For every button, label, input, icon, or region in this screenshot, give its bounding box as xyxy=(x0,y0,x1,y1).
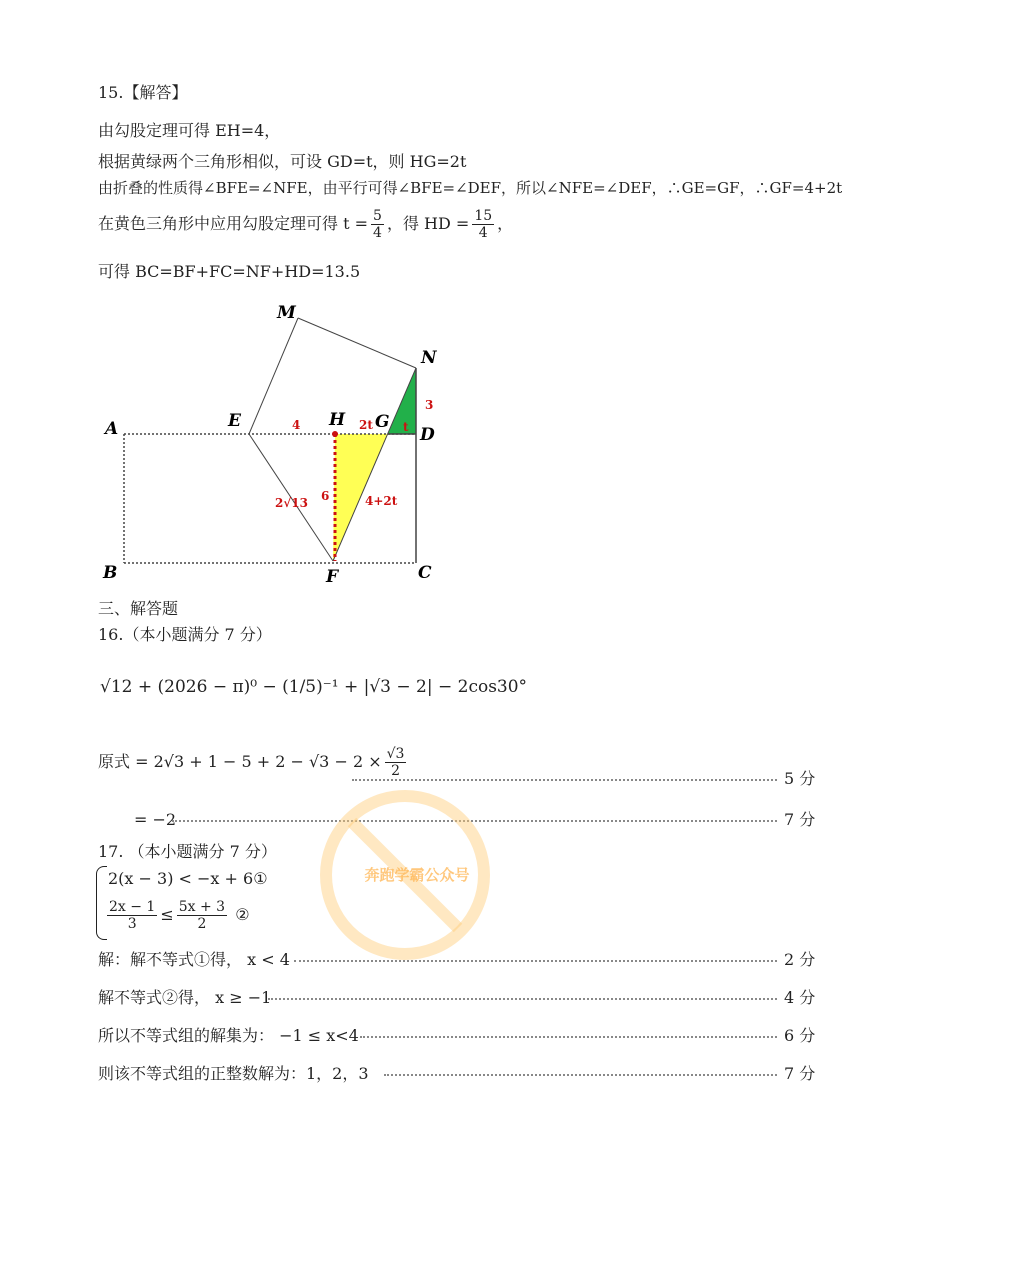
label-g: G xyxy=(375,412,390,432)
q17-sol4: 则该不等式组的正整数解为：1，2，3 xyxy=(98,1064,369,1083)
measure-gf: 4+2t xyxy=(365,494,398,508)
geometry-figure xyxy=(95,295,455,595)
q17-sol1-score: 2 分 xyxy=(784,950,816,969)
q17-sol2-score: 4 分 xyxy=(784,988,816,1007)
q16-step1-pre: 原式 = 2√3 + 1 − 5 + 2 − √3 − 2 × xyxy=(98,752,382,771)
ineq2-op: ≤ xyxy=(160,905,174,924)
q16-step2-leader xyxy=(172,820,777,822)
q15-line4-pre: 在黄色三角形中应用勾股定理可得 t = xyxy=(98,214,369,233)
ineq2-left-fraction xyxy=(107,899,157,932)
sqrt3-num: √3 xyxy=(386,746,405,762)
label-a: A xyxy=(105,419,119,439)
label-f: F xyxy=(326,567,339,587)
q15-heading: 15.【解答】 xyxy=(98,83,188,102)
q16-step2-score: 7 分 xyxy=(784,810,816,829)
label-b: B xyxy=(103,563,118,583)
hd-num: 15 xyxy=(474,208,493,224)
q16-expression: √12 + (2026 − π)⁰ − (1/5)⁻¹ + |√3 − 2| − 2cos30° xyxy=(100,677,528,697)
q17-sol2: 解不等式②得， x ≥ −1 xyxy=(98,988,272,1007)
measure-nd: 3 xyxy=(425,398,434,412)
q16-step1-leader xyxy=(352,779,777,781)
label-n: N xyxy=(421,348,437,368)
ineq2-left-den: 3 xyxy=(127,916,137,932)
measure-ef: 2√13 xyxy=(275,496,308,510)
q17-sol3: 所以不等式组的解集为： −1 ≤ x<4 xyxy=(98,1026,359,1045)
q16-step2: = −2 xyxy=(134,810,177,829)
hd-fraction xyxy=(472,208,494,241)
q15-line4-mid: ，得 HD = xyxy=(386,214,470,233)
q17-sol3-score: 6 分 xyxy=(784,1026,816,1045)
q15-line1: 由勾股定理可得 EH=4， xyxy=(98,121,281,140)
ineq2-right-num: 5x + 3 xyxy=(178,899,226,915)
sqrt3-den: 2 xyxy=(391,763,400,779)
q16-step1-score: 5 分 xyxy=(784,769,816,788)
q15-line4-post: ， xyxy=(497,214,514,233)
label-c: C xyxy=(418,563,432,583)
q17-inequality1: 2(x − 3) < −x + 6① xyxy=(108,869,268,888)
q17-sol1: 解：解不等式①得， x < 4 xyxy=(98,950,290,969)
q17-sol4-leader xyxy=(384,1074,777,1076)
q17-sol1-leader xyxy=(294,960,777,962)
q16-heading: 16.（本小题满分 7 分） xyxy=(98,625,272,644)
label-d: D xyxy=(420,425,435,445)
q16-step1 xyxy=(98,740,409,784)
q17-sol4-score: 7 分 xyxy=(784,1064,816,1083)
line-mn xyxy=(298,318,416,368)
ineq2-right-den: 2 xyxy=(197,916,207,932)
label-e: E xyxy=(228,411,241,431)
measure-hg: 2t xyxy=(359,418,373,432)
q17-sol2-leader xyxy=(268,998,777,1000)
watermark-text: 奔跑学霸公众号 xyxy=(364,866,470,884)
sqrt3-over-2-fraction xyxy=(385,746,407,779)
t-den: 4 xyxy=(373,225,382,241)
q15-line2: 根据黄绿两个三角形相似，可设 GD=t，则 HG=2t xyxy=(98,152,467,171)
measure-hf: 6 xyxy=(321,489,330,503)
q17-heading: 17. （本小题满分 7 分） xyxy=(98,842,277,861)
point-h-dot xyxy=(332,431,338,437)
hd-den: 4 xyxy=(478,225,488,241)
section3-title: 三、解答题 xyxy=(98,599,179,618)
q17-sol3-leader xyxy=(360,1036,777,1038)
ineq2-right-fraction xyxy=(177,899,227,932)
ineq2-left-num: 2x − 1 xyxy=(109,899,156,915)
q15-line3: 由折叠的性质得∠BFE=∠NFE，由平行可得∠BFE=∠DEF，所以∠NFE=∠DEF，∴GE=GF，∴GF=4+2t xyxy=(98,179,843,197)
ineq2-mark: ② xyxy=(235,905,250,924)
t-num: 5 xyxy=(373,208,382,224)
label-m: M xyxy=(277,303,296,323)
measure-gd: t xyxy=(403,420,409,434)
watermark-logo xyxy=(320,790,490,960)
q15-line4 xyxy=(98,204,513,244)
q15-line5: 可得 BC=BF+FC=NF+HD=13.5 xyxy=(98,262,361,281)
measure-eh: 4 xyxy=(292,418,301,432)
label-h: H xyxy=(329,410,346,430)
line-em xyxy=(249,318,301,434)
t-fraction xyxy=(371,208,384,241)
q17-inequality2 xyxy=(104,894,250,936)
